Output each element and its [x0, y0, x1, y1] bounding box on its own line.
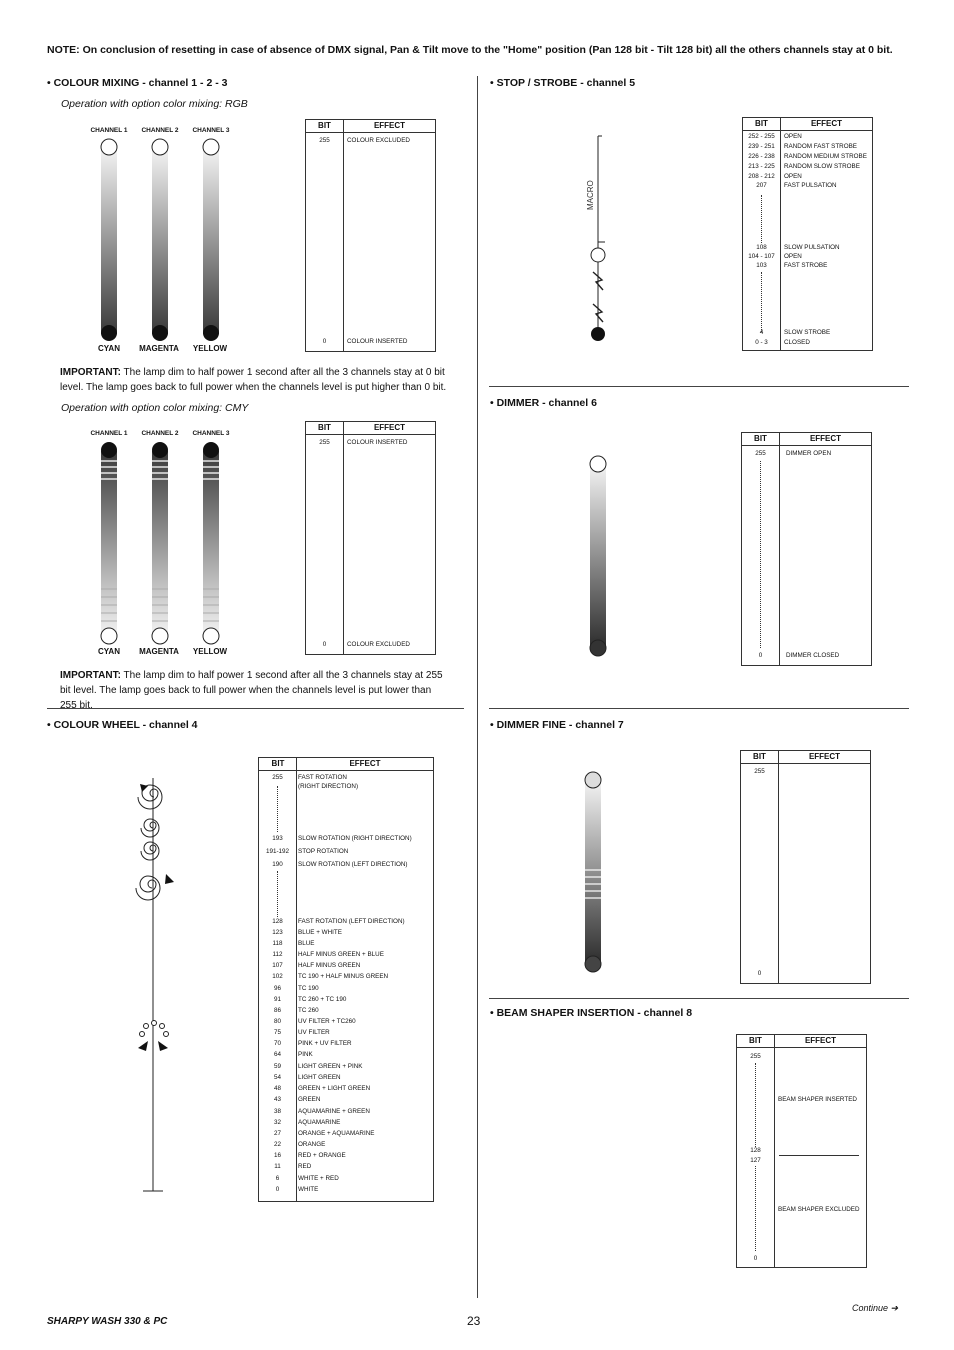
- reset-note: NOTE: On conclusion of resetting in case of absence of DMX signal, Pan & Tilt move to the "Home" position (Pan 128 bit - Tilt 128 bit) all the others channels stay at 0 bit.: [47, 44, 893, 56]
- channel-2-label: CHANNEL 2: [141, 430, 179, 437]
- bit-header: BIT: [753, 752, 766, 761]
- effect-header: EFFECT: [809, 434, 842, 443]
- cyan-label: CYAN: [98, 647, 120, 656]
- stop-icon: [141, 842, 159, 860]
- macro-label: MACRO: [586, 180, 595, 210]
- strobe-diagram: [585, 134, 615, 346]
- cmy-fader-cyan: [101, 442, 117, 644]
- rgb-fader-diagram: [90, 136, 230, 346]
- footer-title: SHARPY WASH 330 & PC: [47, 1316, 168, 1327]
- beam-shaper-table: BIT EFFECT 255 BEAM SHAPER INSERTED 128 127 BEAM SHAPER EXCLUDED 0: [736, 1034, 867, 1268]
- rgb-fader-cyan: [101, 139, 117, 341]
- channel-1-label: CHANNEL 1: [90, 127, 128, 134]
- cmy-table: BIT EFFECT 255 COLOUR INSERTED 0 COLOUR EXCLUDED: [305, 421, 436, 655]
- dimmer-fine-fader: [580, 770, 606, 976]
- dimmer-fine-table: BIT EFFECT 255 0: [740, 750, 871, 984]
- colour-wheel-heading: • COLOUR WHEEL - channel 4: [47, 719, 198, 731]
- rotation-left-icon: [136, 874, 174, 900]
- rgb-fader-yellow: [203, 139, 219, 341]
- rgb-subtitle: Operation with option color mixing: RGB: [61, 98, 248, 110]
- dimmer-heading: • DIMMER - channel 6: [490, 397, 597, 409]
- colour-wheel-diagram: [130, 770, 180, 1195]
- rotation-right-icon: [138, 784, 162, 809]
- colour-wheel-table: BIT EFFECT 255 FAST ROTATION (RIGHT DIRECTION) 193 SLOW ROTATION (RIGHT DIRECTION) 191-192 STOP ROTATION 190 SLOW ROTATION (LEFT DIRECTION) 128 FAST ROTATION (LEFT DIRECTION) 123 BLUE + WHITE 118 BLUE 112 HALF MINUS GREEN + BLUE 107 HALF MINUS GREEN 102 TC 190 + HALF MINUS GREEN 96 TC 190 91 TC 260 + TC 190 86 TC 260 80 UV FILTER + TC260 75 UV FILTER 70 PINK + UV FILTER 64 PINK 59 LIGHT GREEN + PINK 54 LIGHT GREEN 48 GREEN + LIGHT GREEN 43 GREEN 38 AQUAMARINE + GREEN 32 AQUAMARINE 27 ORANGE + AQUAMARINE 22 ORANGE 16 RED + ORANGE 11 RED 6 WHITE + RED 0 WHITE: [258, 757, 434, 1202]
- cmy-fader-yellow: [203, 442, 219, 644]
- rgb-fader-magenta: [152, 139, 168, 341]
- bit-header: BIT: [749, 1036, 762, 1045]
- dimmer-table: BIT EFFECT 255 DIMMER OPEN 0 DIMMER CLOSED: [741, 432, 872, 666]
- dimmer-fine-heading: • DIMMER FINE - channel 7: [490, 719, 624, 731]
- cmy-subtitle: Operation with option color mixing: CMY: [61, 402, 249, 414]
- section-divider: [489, 998, 909, 999]
- cmy-fader-diagram: [90, 439, 230, 649]
- bit-header: BIT: [754, 434, 767, 443]
- effect-header: EFFECT: [810, 119, 843, 128]
- important-cmy: IMPORTANT: The lamp dim to half power 1 second after all the 3 channels stay at 255 bit level. The lamp goes back to full power when the channels level is put lower than 255 bit.: [60, 670, 443, 711]
- column-divider: [477, 76, 478, 1298]
- effect-header: EFFECT: [349, 759, 381, 768]
- bit-header: BIT: [755, 119, 768, 128]
- section-divider: [489, 386, 909, 387]
- section-divider: [489, 708, 909, 709]
- bit-header: BIT: [318, 423, 331, 432]
- channel-2-label: CHANNEL 2: [141, 127, 179, 134]
- slow-right-icon: [141, 819, 159, 837]
- colour-mixing-heading: • COLOUR MIXING - channel 1 - 2 - 3: [47, 77, 228, 89]
- yellow-label: YELLOW: [192, 647, 228, 656]
- rgb-table: BIT EFFECT 255 COLOUR EXCLUDED 0 COLOUR INSERTED: [305, 119, 436, 352]
- continue-link[interactable]: Continue ➔: [852, 1303, 899, 1313]
- channel-1-label: CHANNEL 1: [90, 430, 128, 437]
- effect-header: EFFECT: [373, 121, 406, 130]
- strobe-table: BIT EFFECT 252 - 255 OPEN 239 - 251 RANDOM FAST STROBE 226 - 238 RANDOM MEDIUM STROBE 213 - 225 RANDOM SLOW STROBE 208 - 212 OPEN 207 FAST PULSATION 108 SLOW PULSATION 104 - 107 OPEN 103 FAST STROBE 4 SLOW STROBE 0 - 3 CLOSED: [742, 117, 873, 351]
- cyan-label: CYAN: [98, 344, 120, 353]
- important-rgb: IMPORTANT: The lamp dim to half power 1 second after all the 3 channels stay at 0 bit level. The lamp goes back to full power when the channels level is put higher than 0 bit.: [60, 367, 447, 393]
- beam-shaper-heading: • BEAM SHAPER INSERTION - channel 8: [490, 1007, 693, 1019]
- cmy-fader-magenta: [152, 442, 168, 644]
- bit-header: BIT: [271, 759, 285, 768]
- stop-strobe-heading: • STOP / STROBE - channel 5: [490, 77, 636, 89]
- yellow-label: YELLOW: [192, 344, 228, 353]
- magenta-label: MAGENTA: [139, 647, 179, 656]
- channel-3-label: CHANNEL 3: [192, 430, 230, 437]
- channel-3-label: CHANNEL 3: [192, 127, 230, 134]
- effect-header: EFFECT: [373, 423, 406, 432]
- effect-header: EFFECT: [804, 1036, 837, 1045]
- dimmer-fader: [585, 454, 611, 660]
- bit-header: BIT: [318, 121, 331, 130]
- magenta-label: MAGENTA: [139, 344, 179, 353]
- effect-header: EFFECT: [808, 752, 841, 761]
- page-number: 23: [467, 1314, 481, 1328]
